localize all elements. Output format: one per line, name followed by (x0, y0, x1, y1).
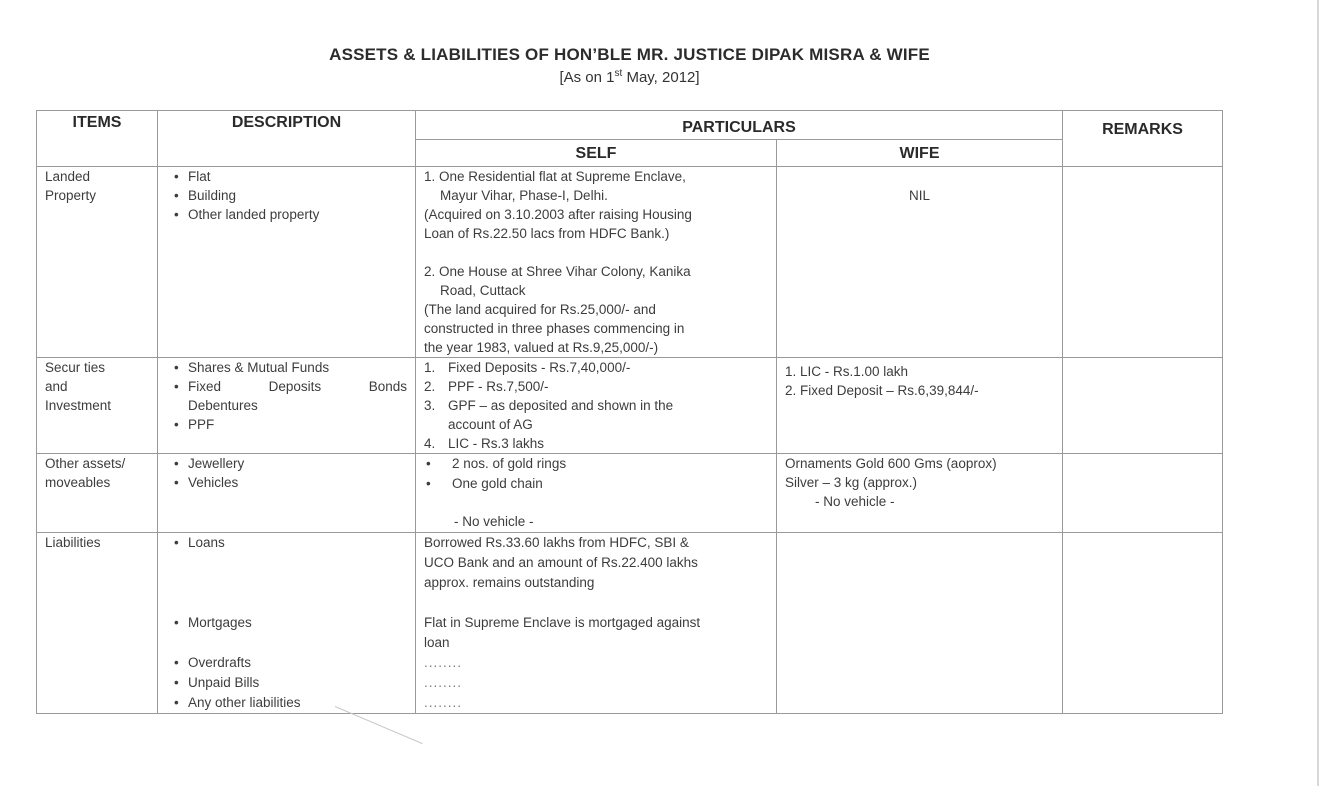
description-item (172, 377, 407, 415)
self-entry-1 (424, 167, 768, 186)
entry-number: 4. (424, 436, 436, 451)
description-item: • Other landed property (172, 205, 407, 224)
table-row-liabilities (37, 533, 1223, 714)
wife-entry: Ornaments Gold 600 Gms (aoprox) (785, 456, 997, 471)
entry-note: constructed in three phases commencing in (424, 321, 685, 336)
description-item: • Flat (172, 167, 407, 186)
placeholder-dots: ........ (424, 695, 463, 710)
description-item: • Any other liabilities (172, 693, 407, 713)
entry-note: Loan of Rs.22.50 lacs from HDFC Bank.) (424, 226, 670, 241)
self-entry: Borrowed Rs.33.60 lakhs from HDFC, SBI & (424, 535, 689, 550)
self-entry: loan (424, 635, 450, 650)
entry-number: 1. (424, 360, 436, 375)
self-entry (424, 377, 768, 396)
remarks-cell (1063, 533, 1223, 714)
entry-note: (Acquired on 3.10.2003 after raising Housing (424, 207, 692, 222)
desc-word: Debentures (188, 398, 258, 413)
wife-entry: 1. LIC - Rs.1.00 lakh (785, 364, 909, 379)
entry-note: (The land acquired for Rs.25,000/- and (424, 302, 656, 317)
entry-text: PPF - Rs.7,500/- (448, 379, 549, 394)
remarks-cell (1063, 167, 1223, 358)
remarks-cell (1063, 454, 1223, 533)
self-entry (424, 358, 768, 377)
subtitle-prefix: [As on 1 (559, 69, 615, 86)
description-cell (158, 533, 416, 714)
entry-number: 1. (424, 169, 436, 184)
self-entry: approx. remains outstanding (424, 575, 595, 590)
header-row-1 (37, 111, 1223, 140)
entry-text: account of AG (448, 417, 533, 432)
entry-text: Fixed Deposits - Rs.7,40,000/- (448, 360, 631, 375)
item-label-line: Liabilities (45, 535, 101, 550)
subtitle-suffix: May, 2012] (622, 69, 700, 86)
assets-liabilities-table (36, 110, 1223, 714)
self-entry (424, 415, 768, 434)
document-subtitle (0, 68, 1259, 86)
entry-text: LIC - Rs.3 lakhs (448, 436, 545, 451)
self-cell (416, 167, 777, 358)
description-cell (158, 167, 416, 358)
item-label-line: Other assets/ (45, 456, 126, 471)
description-item: • Mortgages (172, 613, 407, 633)
desc-word: Bonds (368, 379, 407, 394)
description-item: • Vehicles (172, 473, 407, 492)
self-entry: • 2 nos. of gold rings (424, 454, 768, 474)
description-item: • Jewellery (172, 454, 407, 473)
remarks-cell (1063, 358, 1223, 454)
item-cell (37, 358, 158, 454)
self-entry (424, 396, 768, 415)
entry-text: GPF – as deposited and shown in the (448, 398, 674, 413)
item-cell (37, 454, 158, 533)
self-entry: - No vehicle - (454, 514, 534, 529)
item-label-line: Property (45, 188, 97, 203)
description-cell (158, 358, 416, 454)
wife-value: NIL (909, 188, 931, 203)
wife-entry: - No vehicle - (815, 494, 895, 509)
entry-text: One House at Shree Vihar Colony, Kanika (439, 264, 691, 279)
wife-cell (777, 533, 1063, 714)
description-cell (158, 454, 416, 533)
entry-text-cont: Mayur Vihar, Phase-I, Delhi. (440, 188, 608, 203)
table-row-securities (37, 358, 1223, 454)
header-items: ITEMS (37, 111, 158, 167)
self-entry (424, 434, 768, 453)
description-item: • Loans (172, 533, 407, 553)
wife-entry: 2. Fixed Deposit – Rs.6,39,844/- (785, 383, 979, 398)
item-cell (37, 167, 158, 358)
item-label-line: Landed (45, 169, 91, 184)
entry-number: 2. (424, 264, 436, 279)
entry-number: 2. (424, 379, 436, 394)
description-item: • Building (172, 186, 407, 205)
self-entry: Flat in Supreme Enclave is mortgaged against (424, 615, 701, 630)
header-description: DESCRIPTION (158, 111, 416, 167)
description-item: • Overdrafts (172, 653, 407, 673)
desc-word: Deposits (268, 379, 322, 394)
item-cell (37, 533, 158, 714)
item-label-line: and (45, 379, 68, 394)
entry-note: the year 1983, valued at Rs.9,25,000/-) (424, 340, 659, 355)
description-item: • Unpaid Bills (172, 673, 407, 693)
wife-entry: Silver – 3 kg (approx.) (785, 475, 918, 490)
item-label-line: Secur ties (45, 360, 106, 375)
self-entry: • One gold chain (424, 474, 768, 494)
self-cell (416, 358, 777, 454)
entry-number: 3. (424, 398, 436, 413)
self-cell (416, 454, 777, 533)
table-row-landed-property (37, 167, 1223, 358)
item-label-line: Investment (45, 398, 112, 413)
item-label-line: moveables (45, 475, 111, 490)
entry-text-cont: Road, Cuttack (440, 283, 526, 298)
wife-cell (777, 358, 1063, 454)
wife-cell (777, 454, 1063, 533)
header-remarks: REMARKS (1063, 111, 1223, 167)
header-particulars: PARTICULARS (416, 111, 1063, 140)
description-item: • Shares & Mutual Funds (172, 358, 407, 377)
desc-word: • Fixed (188, 379, 222, 394)
entry-text: One Residential flat at Supreme Enclave, (439, 169, 686, 184)
placeholder-dots: ........ (424, 655, 463, 670)
table-row-other-assets (37, 454, 1223, 533)
subtitle-superscript: st (614, 68, 623, 79)
self-entry: UCO Bank and an amount of Rs.22.400 lakhs (424, 555, 698, 570)
wife-cell (777, 167, 1063, 358)
self-cell (416, 533, 777, 714)
header-self: SELF (416, 140, 777, 167)
placeholder-dots: ........ (424, 675, 463, 690)
self-entry-2 (424, 262, 768, 281)
header-wife: WIFE (777, 140, 1063, 167)
description-item: • PPF (172, 415, 407, 434)
document-title: ASSETS & LIABILITIES OF HON’BLE MR. JUSTICE DIPAK MISRA & WIFE (329, 45, 930, 64)
